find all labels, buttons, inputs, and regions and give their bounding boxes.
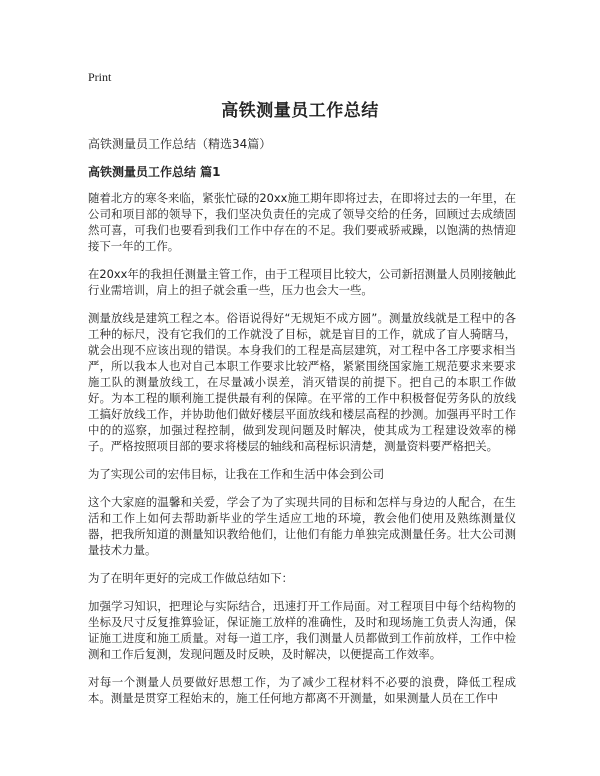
section-heading: 高铁测量员工作总结 篇1 — [88, 165, 221, 179]
print-link[interactable]: Print — [88, 70, 112, 84]
paragraph: 对每一个测量人员要做好思想工作，为了减少工程材料不必要的浪费，降低工程成本。测量是贯穿工程始末的，施工任何地方都离不开测量，如果测量人员在工作中 — [88, 675, 516, 705]
paragraph: 为了在明年更好的完成工作做总结如下： — [88, 571, 294, 585]
page-title: 高铁测量员工作总结 — [221, 101, 379, 121]
document-subtitle: 高铁测量员工作总结（精选34篇） — [88, 137, 272, 151]
paragraph: 为了实现公司的宏伟目标，让我在工作和生活中体会到公司 — [88, 467, 385, 481]
paragraph: 加强学习知识，把理论与实际结合，迅速打开工作局面。对工程项目中每个结构物的坐标及尺寸反复推算验证，保证施工放样的准确性，及时和现场施工负责人沟通，保证施工进度和施工质量。对每一道工序，我们测量人员都做到工作前放样，工作中检测和工作后复测，发现问题及时反映，及时解决，以便提高工作效率。 — [88, 599, 516, 661]
paragraph: 测量放线是建筑工程之本。俗语说得好“无规矩不成方圆”。测量放线就是工程中的各工种的标尺，没有它我们的工作就没了目标，就是盲目的工作，就成了盲人骑瞎马，就会出现不应该出现的错误。本身我们的工程是高层建筑，对工程中各工序要求相当严，所以我本人也对自己本职工作要求比较严格，紧紧围绕国家施工规范要求来要求施工队的测量放线工，在尽量减小误差，消灭错误的前提下。把自己的本职工作做好。为本工程的顺利施工提供最有利的保障。在平常的工作中积极督促劳务队的放线工搞好放线工作，并协助他们做好楼层平面放线和楼层高程的抄测。加强再平时工作中的的巡察，加强过程控制，做到发现问题及时解决，使其成为工程建设效率的梯子。严格按照项目部的要求将楼层的轴线和高程标识清楚，测量资料要严格把关。 — [88, 311, 516, 453]
paragraph: 这个大家庭的温馨和关爱，学会了为了实现共同的目标和怎样与身边的人配合，在生活和工作上如何去帮助新毕业的学生适应工地的环境，教会他们使用及熟练测量仪器，把我所知道的测量知识教给他们，让他们有能力单独完成测量任务。壮大公司测量技术力量。 — [88, 495, 516, 557]
document-body — [88, 190, 516, 718]
paragraph: 随着北方的寒冬来临，紧张忙碌的20xx施工期年即将过去，在即将过去的一年里，在公司和项目部的领导下，我们坚决负责任的完成了领导交给的任务，回顾过去成绩固然可喜，可我们也要看到我们工作中存在的不足。我们要戒骄戒躁，以饱满的热情迎接下一年的工作。 — [88, 191, 516, 253]
paragraph: 在20xx年的我担任测量主管工作，由于工程项目比较大，公司新招测量人员刚接触此行业需培训，肩上的担子就会重一些，压力也会大一些。 — [88, 267, 516, 297]
